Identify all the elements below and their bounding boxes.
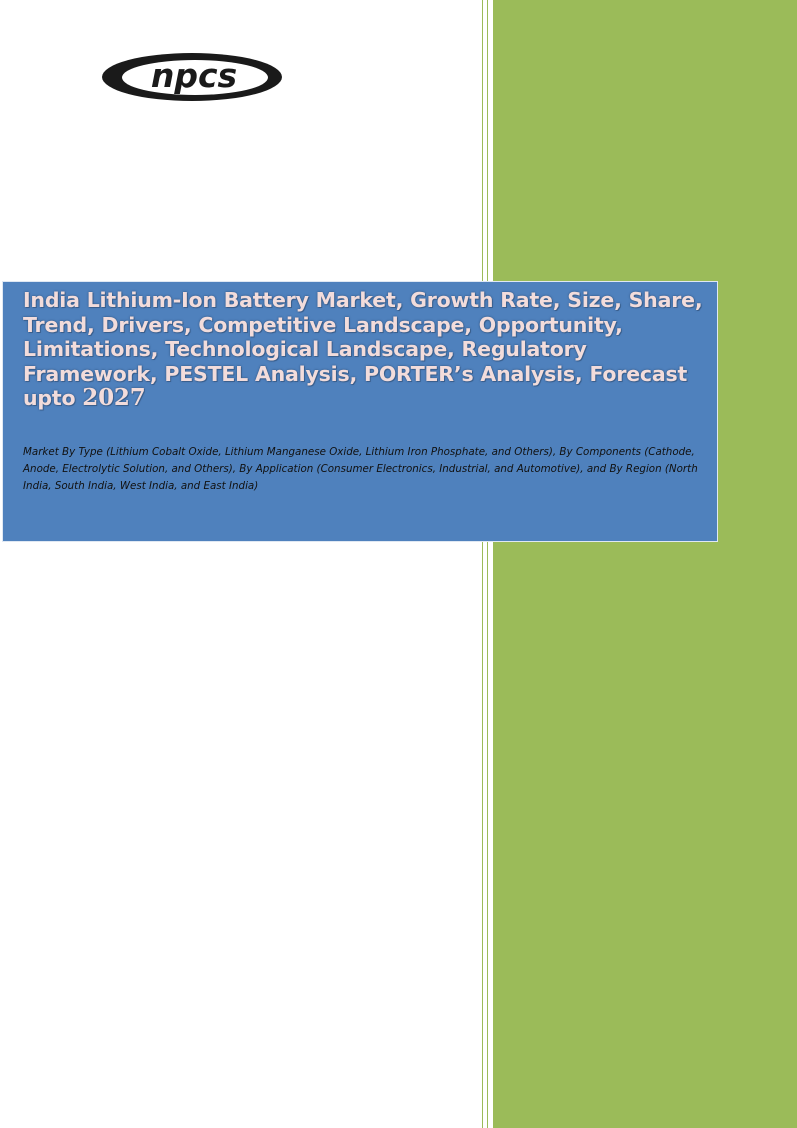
vertical-rule-left [482,0,483,1128]
npcs-logo [100,50,284,104]
report-title [23,288,713,411]
logo-text: npcs [150,56,238,95]
title-box [2,281,718,542]
report-title-year: 2027 [82,384,146,411]
report-subtitle: Market By Type (Lithium Cobalt Oxide, Lithium Manganese Oxide, Lithium Iron Phosphate, and Others), By Components (Cathode, Anode, Electrolytic Solution, and Others), By Application (Consumer Electronics, Industrial, and Automotive), and By Region (North India, South India, West India, and East India) [23,446,698,492]
report-title-text: India Lithium-Ion Battery Market, Growth Rate, Size, Share, Trend, Drivers, Competitive Landscape, Opportunity, Limitations, Technological Landscape, Regulatory Framework, PESTEL Analysis, PORTER’s Analysis, Forecast upto [23,288,703,410]
vertical-rule-right [487,0,488,1128]
green-side-band [493,0,797,1128]
